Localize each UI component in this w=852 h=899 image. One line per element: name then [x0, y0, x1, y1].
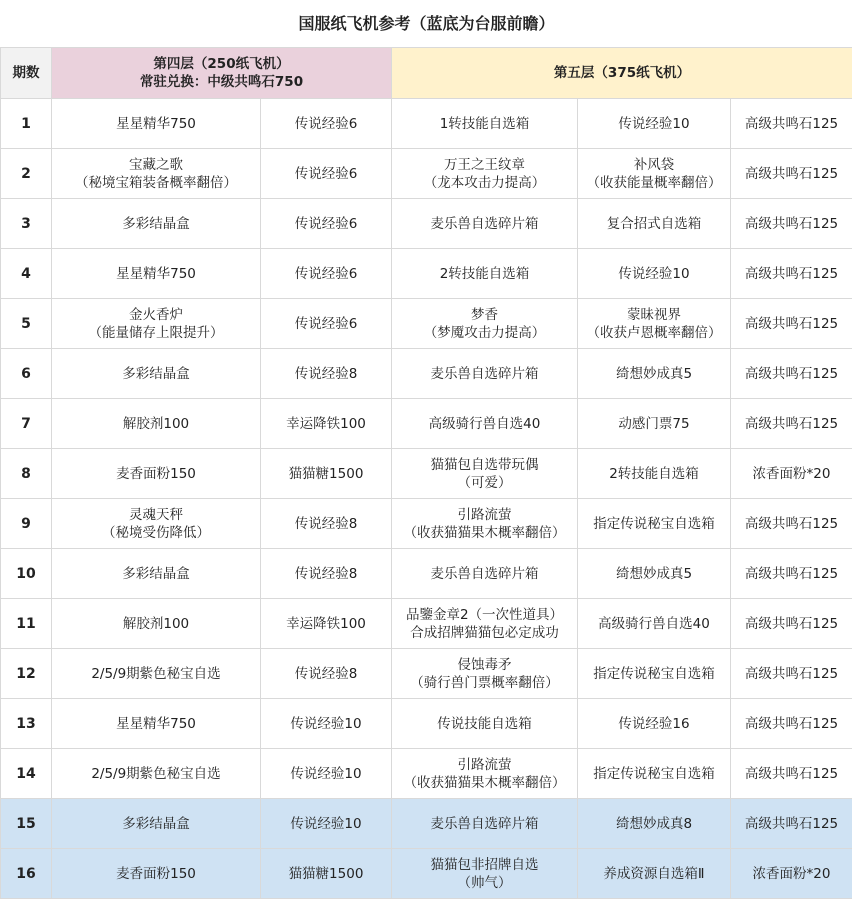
layer4-header: [52, 48, 392, 99]
reward-name: 麦乐兽自选碎片箱: [394, 565, 575, 583]
table-row: [1, 599, 852, 649]
reward-name: 传说经验6: [263, 265, 389, 283]
reward-name: 高级共鸣石125: [733, 365, 850, 383]
reward-name: 传说经验10: [580, 115, 728, 133]
table-row: [1, 349, 852, 399]
layer5-reward-a-cell: [392, 699, 578, 749]
reward-name: 高级共鸣石125: [733, 415, 850, 433]
layer5-reward-b-cell: [578, 249, 731, 299]
period-cell: 6: [1, 349, 52, 399]
layer4-reward-a-cell: [52, 199, 261, 249]
reward-name: 灵魂天秤: [54, 506, 258, 524]
layer5-reward-c-cell: [731, 99, 852, 149]
reward-note: （龙本攻击力提高）: [394, 174, 575, 192]
layer5-reward-c-cell: [731, 799, 852, 849]
table-row: [1, 749, 852, 799]
layer5-reward-b-cell: [578, 449, 731, 499]
layer5-reward-c-cell: [731, 399, 852, 449]
reward-name: 高级骑行兽自选40: [394, 415, 575, 433]
layer4-reward-b-cell: [261, 299, 392, 349]
layer4-reward-a-cell: [52, 99, 261, 149]
table-row: [1, 699, 852, 749]
reward-name: 高级共鸣石125: [733, 315, 850, 333]
layer5-reward-a-cell: [392, 249, 578, 299]
layer5-reward-b-cell: [578, 499, 731, 549]
table-row: [1, 249, 852, 299]
layer5-reward-a-cell: [392, 149, 578, 199]
layer4-reward-a-cell: [52, 799, 261, 849]
layer5-reward-c-cell: [731, 649, 852, 699]
layer5-reward-c-cell: [731, 749, 852, 799]
reward-name: 解胶剂100: [54, 615, 258, 633]
layer5-reward-a-cell: [392, 799, 578, 849]
reward-name: 猫猫糖1500: [263, 465, 389, 483]
reward-name: 绮想妙成真5: [580, 565, 728, 583]
period-cell: 1: [1, 99, 52, 149]
period-cell: 10: [1, 549, 52, 599]
reward-name: 传说经验6: [263, 215, 389, 233]
reward-note: （收获卢恩概率翻倍）: [580, 324, 728, 342]
reward-name: 高级共鸣石125: [733, 115, 850, 133]
reward-name: 高级共鸣石125: [733, 765, 850, 783]
reward-name: 星星精华750: [54, 265, 258, 283]
reward-name: 蒙昧视界: [580, 306, 728, 324]
layer5-reward-a-cell: [392, 499, 578, 549]
reward-name: 指定传说秘宝自选箱: [580, 765, 728, 783]
layer4-reward-a-cell: [52, 299, 261, 349]
layer5-reward-b-cell: [578, 399, 731, 449]
layer5-reward-c-cell: [731, 149, 852, 199]
period-cell: 7: [1, 399, 52, 449]
table-row: [1, 449, 852, 499]
layer5-header: 第五层（375纸飞机）: [392, 48, 852, 99]
reward-note: （帅气）: [394, 874, 575, 892]
reward-note: （秘境宝箱装备概率翻倍）: [54, 174, 258, 192]
reward-name: 2转技能自选箱: [580, 465, 728, 483]
table-row: [1, 149, 852, 199]
reward-name: 侵蚀毒矛: [394, 656, 575, 674]
layer5-reward-b-cell: [578, 699, 731, 749]
reward-name: 金火香炉: [54, 306, 258, 324]
reward-name: 品鑒金章2（一次性道具）: [394, 606, 575, 624]
page-title: 国服纸飞机参考（蓝底为台服前瞻）: [1, 0, 852, 48]
reward-name: 幸运降铁100: [263, 615, 389, 633]
reward-name: 复合招式自选箱: [580, 215, 728, 233]
reward-name: 传说经验10: [580, 265, 728, 283]
layer4-reward-a-cell: [52, 249, 261, 299]
period-cell: 5: [1, 299, 52, 349]
table-row: [1, 399, 852, 449]
reward-name: 高级共鸣石125: [733, 565, 850, 583]
reward-name: 多彩结晶盒: [54, 365, 258, 383]
layer5-reward-b-cell: [578, 149, 731, 199]
period-cell: 13: [1, 699, 52, 749]
reward-name: 麦乐兽自选碎片箱: [394, 365, 575, 383]
reward-name: 传说经验10: [263, 715, 389, 733]
reward-name: 麦乐兽自选碎片箱: [394, 215, 575, 233]
layer5-reward-c-cell: [731, 199, 852, 249]
reward-name: 浓香面粉*20: [733, 865, 850, 883]
layer5-reward-a-cell: [392, 199, 578, 249]
reward-name: 猫猫包自选带玩偶: [394, 456, 575, 474]
reward-name: 猫猫糖1500: [263, 865, 389, 883]
layer5-reward-a-cell: [392, 649, 578, 699]
layer5-reward-a-cell: [392, 749, 578, 799]
reward-note: （秘境受伤降低）: [54, 524, 258, 542]
reward-name: 传说经验10: [263, 815, 389, 833]
reward-name: 高级共鸣石125: [733, 665, 850, 683]
layer4-reward-b-cell: [261, 249, 392, 299]
layer4-reward-a-cell: [52, 849, 261, 899]
layer4-reward-b-cell: [261, 449, 392, 499]
reward-note: （收获猫猫果木概率翻倍）: [394, 524, 575, 542]
reward-name: 高级共鸣石125: [733, 215, 850, 233]
layer5-reward-c-cell: [731, 249, 852, 299]
reward-name: 动感门票75: [580, 415, 728, 433]
table-row: [1, 299, 852, 349]
layer5-reward-b-cell: [578, 599, 731, 649]
reward-name: 麦香面粉150: [54, 465, 258, 483]
layer4-reward-a-cell: [52, 549, 261, 599]
layer5-reward-c-cell: [731, 549, 852, 599]
layer5-reward-b-cell: [578, 349, 731, 399]
layer4-reward-a-cell: [52, 499, 261, 549]
period-cell: 15: [1, 799, 52, 849]
layer4-reward-b-cell: [261, 699, 392, 749]
reward-note: （可爱）: [394, 474, 575, 492]
reward-name: 高级共鸣石125: [733, 715, 850, 733]
period-cell: 12: [1, 649, 52, 699]
layer5-reward-b-cell: [578, 849, 731, 899]
layer5-reward-a-cell: [392, 299, 578, 349]
period-cell: 14: [1, 749, 52, 799]
reward-note: （能量储存上限提升）: [54, 324, 258, 342]
layer5-reward-b-cell: [578, 299, 731, 349]
reward-name: 传说经验6: [263, 165, 389, 183]
table-row: [1, 199, 852, 249]
reward-note: （骑行兽门票概率翻倍）: [394, 674, 575, 692]
layer4-reward-a-cell: [52, 349, 261, 399]
layer4-reward-b-cell: [261, 849, 392, 899]
layer4-reward-a-cell: [52, 649, 261, 699]
period-header: 期数: [1, 48, 52, 99]
period-cell: 8: [1, 449, 52, 499]
layer5-reward-c-cell: [731, 449, 852, 499]
layer4-header-title: 第四层（250纸飞机）: [54, 55, 389, 73]
layer5-reward-c-cell: [731, 699, 852, 749]
layer4-reward-b-cell: [261, 799, 392, 849]
reward-note: （收获猫猫果木概率翻倍）: [394, 774, 575, 792]
reward-name: 传说技能自选箱: [394, 715, 575, 733]
layer5-reward-b-cell: [578, 99, 731, 149]
reward-name: 高级骑行兽自选40: [580, 615, 728, 633]
period-cell: 4: [1, 249, 52, 299]
layer4-reward-a-cell: [52, 599, 261, 649]
layer5-reward-c-cell: [731, 849, 852, 899]
period-cell: 2: [1, 149, 52, 199]
reward-name: 传说经验16: [580, 715, 728, 733]
reward-name: 绮想妙成真5: [580, 365, 728, 383]
reward-name: 高级共鸣石125: [733, 165, 850, 183]
layer5-reward-a-cell: [392, 399, 578, 449]
reward-name: 指定传说秘宝自选箱: [580, 665, 728, 683]
reward-name: 宝藏之歌: [54, 156, 258, 174]
reward-name: 传说经验6: [263, 315, 389, 333]
reward-note: （梦魇攻击力提高）: [394, 324, 575, 342]
reward-name: 高级共鸣石125: [733, 815, 850, 833]
reward-name: 多彩结晶盒: [54, 215, 258, 233]
reward-name: 多彩结晶盒: [54, 815, 258, 833]
table-row: [1, 499, 852, 549]
table-row: [1, 849, 852, 899]
reward-note: 合成招牌猫猫包必定成功: [394, 624, 575, 642]
layer4-reward-b-cell: [261, 749, 392, 799]
layer4-reward-a-cell: [52, 399, 261, 449]
reward-name: 2/5/9期紫色秘宝自选: [54, 665, 258, 683]
layer5-reward-c-cell: [731, 499, 852, 549]
layer5-reward-b-cell: [578, 549, 731, 599]
reward-name: 浓香面粉*20: [733, 465, 850, 483]
reward-name: 麦香面粉150: [54, 865, 258, 883]
reward-note: （收获能量概率翻倍）: [580, 174, 728, 192]
reward-name: 麦乐兽自选碎片箱: [394, 815, 575, 833]
reward-name: 猫猫包非招牌自选: [394, 856, 575, 874]
layer4-reward-b-cell: [261, 349, 392, 399]
reward-name: 传说经验8: [263, 565, 389, 583]
reward-name: 万王之王纹章: [394, 156, 575, 174]
table-row: [1, 649, 852, 699]
period-cell: 3: [1, 199, 52, 249]
layer5-reward-a-cell: [392, 449, 578, 499]
reward-name: 2转技能自选箱: [394, 265, 575, 283]
layer5-reward-b-cell: [578, 199, 731, 249]
layer4-reward-b-cell: [261, 649, 392, 699]
reward-name: 星星精华750: [54, 715, 258, 733]
layer4-reward-b-cell: [261, 149, 392, 199]
period-cell: 11: [1, 599, 52, 649]
layer5-reward-a-cell: [392, 549, 578, 599]
reward-name: 解胶剂100: [54, 415, 258, 433]
period-cell: 9: [1, 499, 52, 549]
reward-name: 指定传说秘宝自选箱: [580, 515, 728, 533]
layer4-reward-a-cell: [52, 149, 261, 199]
layer4-reward-b-cell: [261, 99, 392, 149]
reward-name: 传说经验8: [263, 665, 389, 683]
table-row: [1, 799, 852, 849]
layer5-reward-b-cell: [578, 749, 731, 799]
table-row: [1, 549, 852, 599]
reward-name: 养成资源自选箱Ⅱ: [580, 865, 728, 883]
reward-name: 绮想妙成真8: [580, 815, 728, 833]
layer5-reward-c-cell: [731, 349, 852, 399]
layer5-reward-b-cell: [578, 799, 731, 849]
layer5-reward-c-cell: [731, 299, 852, 349]
layer4-reward-b-cell: [261, 199, 392, 249]
reward-name: 高级共鸣石125: [733, 265, 850, 283]
layer4-reward-b-cell: [261, 399, 392, 449]
period-cell: 16: [1, 849, 52, 899]
reward-name: 幸运降铁100: [263, 415, 389, 433]
layer4-reward-a-cell: [52, 749, 261, 799]
reward-name: 传说经验8: [263, 515, 389, 533]
reward-name: 传说经验8: [263, 365, 389, 383]
layer4-reward-b-cell: [261, 549, 392, 599]
layer5-reward-a-cell: [392, 349, 578, 399]
layer4-reward-a-cell: [52, 699, 261, 749]
layer5-reward-b-cell: [578, 649, 731, 699]
reward-name: 补风袋: [580, 156, 728, 174]
reward-name: 传说经验6: [263, 115, 389, 133]
reward-name: 梦香: [394, 306, 575, 324]
layer4-reward-b-cell: [261, 499, 392, 549]
reward-name: 传说经验10: [263, 765, 389, 783]
reward-name: 高级共鸣石125: [733, 615, 850, 633]
reward-name: 星星精华750: [54, 115, 258, 133]
layer5-reward-a-cell: [392, 849, 578, 899]
layer4-header-note: 常驻兑换：中级共鸣石750: [54, 73, 389, 91]
reward-name: 高级共鸣石125: [733, 515, 850, 533]
layer5-reward-c-cell: [731, 599, 852, 649]
reward-name: 多彩结晶盒: [54, 565, 258, 583]
layer5-reward-a-cell: [392, 99, 578, 149]
reward-name: 引路流萤: [394, 756, 575, 774]
layer4-reward-a-cell: [52, 449, 261, 499]
reward-name: 2/5/9期紫色秘宝自选: [54, 765, 258, 783]
layer5-reward-a-cell: [392, 599, 578, 649]
table-row: [1, 99, 852, 149]
reward-name: 1转技能自选箱: [394, 115, 575, 133]
layer4-reward-b-cell: [261, 599, 392, 649]
reward-name: 引路流萤: [394, 506, 575, 524]
